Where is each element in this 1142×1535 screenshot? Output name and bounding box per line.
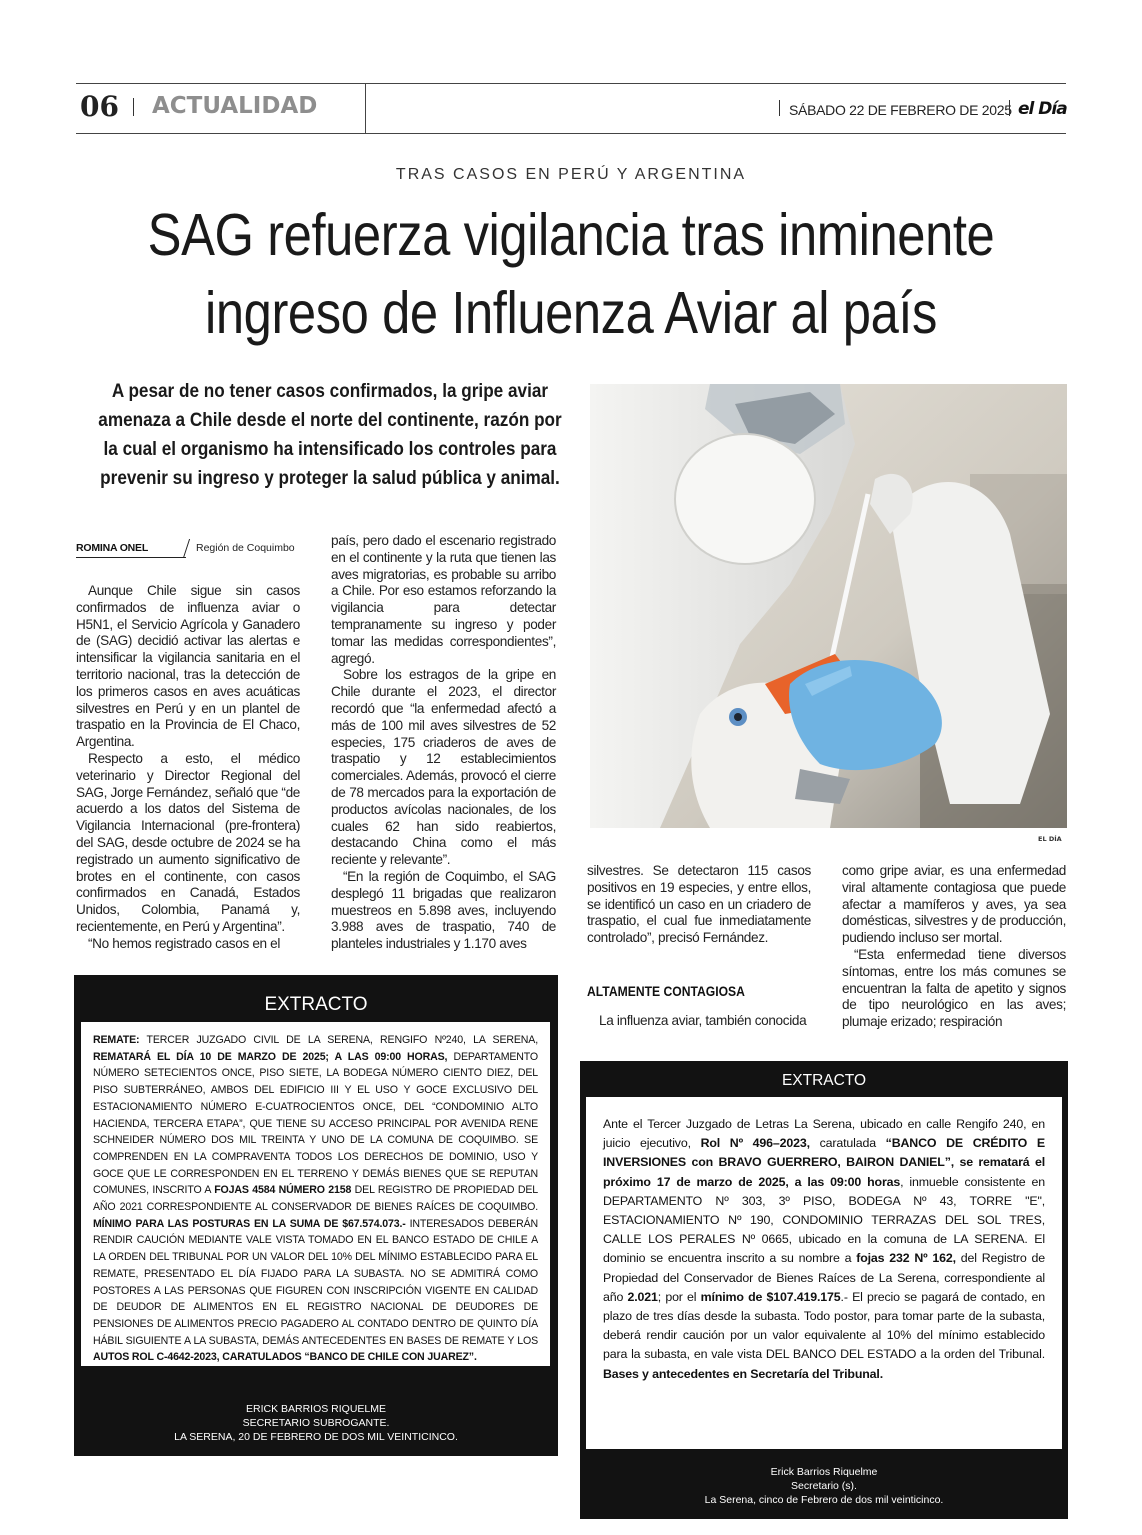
signature-line: Secretario (s). — [791, 1480, 857, 1492]
article-column-1 — [76, 583, 300, 953]
bold-run: REMATE: — [93, 1034, 140, 1046]
text-run: INTERESADOS DEBERÁN RENDIR CAUCIÓN MEDIANTE VALE VISTA TOMADO EN EL BANCO ESTADO DE CHILE A LA ORDEN DEL TRIBUNAL POR UN VALOR DEL 10% DEL MÍNIMO ESTABLECIDO PARA EL REMATE, PRESENTADO EL DÍA FIJADO PARA LA SUBASTA. NO SE ADMITIRÁ COMO POSTORES A LAS PERSONAS QUE FIGUREN CON INSCRIPCIÓN VIGENTE EN CALIDAD DE DEUDOR DE ALIMENTOS EN EL REGISTRO NACIONAL DE DEUDORES DE PENSIONES DE ALIMENTOS PRECIO PAGADERO AL CONTADO DENTRO DE QUINTO DÍA HÁBIL SIGUIENTE A LA SUBASTA, DEMÁS ANTECEDENTES EN BASES DE REMATE Y LOS — [93, 1217, 538, 1347]
bold-run: MÍNIMO PARA LAS POSTURAS EN LA SUMA DE $67.574.073.- — [93, 1217, 406, 1230]
article-headline — [132, 196, 1011, 352]
bird-swab-illustration — [590, 384, 1067, 828]
paragraph: La influenza aviar, también conocida — [599, 1013, 807, 1028]
bold-run: 2.021 — [627, 1289, 658, 1304]
text-run: DEPARTAMENTO NÚMERO SETECIENTOS ONCE, PISO SIETE, LA BODEGA NÚMERO CIENTO DIEZ, DEL PISO SUBTERRÁNEO, AMBOS DEL EDIFICIO III Y EL USO Y GOCE EXCLUSIVO DEL ESTACIONAMIENTO NÚMERO E-CUATROCIENTOS ONCE, DEL “CONDOMINIO ALTO HACIENDA, TERCERA ETAPA”, QUE TIENE SU ACCESO PRINCIPAL POR AVENIDA RENE SCHNEIDER NÚMERO DOS MIL TREINTA Y UNO DE LA COMUNA DE COQUIMBO. SE COMPRENDEN EN LA COMPRAVENTA TODOS LOS DERECHOS DE DOMINIO, USO Y GOCE QUE LE CORRESPONDEN EN EL TERRENO Y DEMÁS BIENES QUE SE REPUTAN COMUNES, INSCRITO A — [93, 1050, 539, 1197]
notice-title: EXTRACTO — [781, 1072, 867, 1089]
notice-signature — [580, 1465, 1068, 1507]
paragraph: “En la región de Coquimbo, el SAG desplegó 11 brigadas que realizaron muestreos en 5.898 aves, incluyendo 3.988 aves de traspatio, 740 de planteles industriales y 1.170 aves — [331, 868, 556, 952]
signature-line: Erick Barrios Riquelme — [770, 1466, 878, 1478]
article-column-4 — [842, 863, 1066, 1031]
article-kicker: TRAS CASOS EN PERÚ Y ARGENTINA — [395, 166, 747, 183]
notice-body — [81, 1022, 550, 1366]
signature-line: La Serena, cinco de Febrero de dos mil veinticinco. — [704, 1494, 944, 1506]
bold-run: FOJAS 4584 NÚMERO 2158 — [214, 1184, 352, 1197]
paragraph: país, pero dado el escenario registrado en el continente y la ruta que tienen las aves migratorias, es probable su arribo a Chile. Por eso estamos reforzando la vigilancia para detectar tempranamente su ingreso y poder tomar las medidas correspondientes”, agregó. — [331, 533, 556, 666]
issue-date: SÁBADO 22 DE FEBRERO DE 2025 — [789, 102, 1012, 118]
byline-place: Región de Coquimbo — [196, 542, 295, 554]
text-run: DEL REGISTRO DE PROPIEDAD DEL AÑO 2021 CORRESPONDIENTE AL CONSERVADOR DE BIENES RAÍCES DE COQUIMBO. — [93, 1184, 538, 1214]
bold-run: AUTOS ROL C-4642-2023, CARATULADOS “BANCO DE CHILE CON JUAREZ”. — [93, 1351, 477, 1364]
text-run: , inmueble consistente en DEPARTAMENTO Nº 303, 3º PISO, BODEGA Nº 43, TORRE "E", ESTACIONAMIENTO Nº 190, CONDOMINIO TERRAZAS DEL SOL TRES, CALLE LOS PERALES Nº 0665, ubicado en la comuna de LA SERENA. El dominio se encuentra inscrito a su nombre a — [603, 1174, 1046, 1266]
paragraph: “No hemos registrado casos en el — [88, 935, 281, 951]
bold-run: REMATARÁ EL DÍA 10 DE MARZO DE 2025; A LAS 09:00 HORAS, — [93, 1050, 448, 1063]
headline-line: ingreso de Influenza Aviar al país — [205, 280, 937, 346]
bold-run: Rol Nº 496–2023, — [700, 1136, 810, 1151]
notice-body — [586, 1097, 1062, 1449]
header-tick — [133, 98, 134, 116]
photo-credit: EL DÍA — [1038, 835, 1062, 843]
article-column-3 — [587, 863, 811, 947]
byline-rule — [76, 557, 186, 558]
header-tick — [779, 100, 780, 116]
signature-line: LA SERENA, 20 DE FEBRERO DE DOS MIL VEINTICINCO. — [174, 1431, 458, 1443]
header-bottom-rule — [76, 133, 1066, 134]
newspaper-logo: el Día — [1018, 99, 1067, 119]
legal-notice-1 — [74, 975, 558, 1456]
text-run: caratulada — [809, 1136, 886, 1151]
paragraph: Sobre los estragos de la gripe en Chile durante el 2023, el director recordó que “la enfermedad afectó a más de 100 mil aves silvestres de 52 especies, 175 criaderos de aves de traspatio y 12 establecimientos comerciales. Además, provocó el cierre de 78 mercados para la exportación de productos avícolas nacionales, de los cuales 62 han sido reabiertos, destacando China como el más reciente y relevante”. — [331, 667, 556, 868]
article-photo — [590, 384, 1067, 828]
article-column-3b — [587, 1013, 811, 1030]
page-number: 06 — [80, 90, 119, 123]
header-top-rule — [76, 83, 1066, 84]
header-divider — [365, 83, 366, 133]
bold-run: fojas 232 Nº 162, — [856, 1251, 956, 1266]
byline-slash — [183, 539, 190, 558]
text-run: TERCER JUZGADO CIVIL DE LA SERENA, RENGIFO Nº240, LA SERENA, — [139, 1034, 538, 1046]
section-name: ACTUALIDAD — [152, 93, 318, 119]
signature-line: SECRETARIO SUBROGANTE. — [242, 1417, 390, 1429]
text-run: ; por el — [657, 1289, 701, 1304]
bold-run: Bases y antecedentes en Secretaría del Tribunal. — [603, 1366, 883, 1381]
article-lead: A pesar de no tener casos confirmados, la gripe aviar amenaza a Chile desde el norte del continente, razón por la cual el organismo ha intensificado los controles para prevenir su ingreso y proteger la salud pública y animal. — [98, 380, 562, 489]
article-column-2 — [331, 533, 556, 953]
text-run: Ante el Tercer Juzgado de Letras La Serena, ubicado en calle Rengifo 240, en juicio ejecutivo, — [603, 1117, 1045, 1151]
bold-run: mínimo de $107.419.175 — [700, 1289, 841, 1304]
text-run: del Registro de Propiedad del Conservador de Bienes Raíces de La Serena, correspondiente al año — [603, 1251, 1045, 1304]
article-subhead: ALTAMENTE CONTAGIOSA — [587, 984, 745, 999]
paragraph: Respecto a esto, el médico veterinario y Director Regional del SAG, Jorge Fernández, señaló que “de acuerdo a los datos del Sistema de Vigilancia Internacional (pre-frontera) del SAG, desde octubre de 2024 se ha registrado un aumento significativo de brotes en el continente, con casos confirmados en Canadá, Estados Unidos, Colombia, Panamá y, recientemente, en Perú y Argentina”. — [76, 750, 300, 934]
signature-line: ERICK BARRIOS RIQUELME — [245, 1403, 387, 1415]
paragraph: silvestres. Se detectaron 115 casos positivos en 19 especies, y entre ellos, se identificó un caso en un criadero de traspatio, el cual fue inmediatamente controlado”, precisó Fernández. — [587, 863, 811, 946]
notice-title: EXTRACTO — [264, 994, 368, 1015]
legal-notice-2 — [580, 1061, 1068, 1519]
paragraph: Aunque Chile sigue sin casos confirmados de influenza aviar o H5N1, el Servicio Agrícola y Ganadero de (SAG) decidió activar las alertas e intensificar la vigilancia sanitaria en el territorio nacional, tras la detección de los primeros casos en aves acuáticas silvestres en Perú y en un plantel de traspatio en la Provincia de El Chaco, Argentina. — [76, 583, 300, 750]
paragraph: “Esta enfermedad tiene diversos síntomas, entre los más comunes se encuentran la falta de apetito y signos de tipo neurológico en las aves; plumaje erizado; respiración — [842, 946, 1066, 1030]
header-tick — [1009, 100, 1010, 116]
bold-run: “BANCO DE CRÉDITO E INVERSIONES con BRAVO GUERRERO, BAIRON DANIEL”, se rematará el próximo 17 de marzo de 2025, a las 09:00 horas — [603, 1136, 1045, 1189]
notice-signature — [74, 1402, 558, 1444]
headline-line: SAG refuerza vigilancia tras inminente — [147, 202, 995, 268]
author-name: ROMINA ONEL — [76, 542, 149, 554]
text-run: .- El precio se pagará de contado, en plazo de tres días desde la subasta. Todo postor, para tomar parte de la subasta, deberá rendir caución por un valor equivalente al 10% del mínimo establecido para la subasta, en vale vista DEL BANCO DEL ESTADO a la orden del Tribunal. — [603, 1289, 1045, 1362]
paragraph: como gripe aviar, es una enfermedad viral altamente contagiosa que puede afectar a mamíferos y aves, ya sea domésticas, silvestres y de producción, pudiendo incluso ser mortal. — [842, 863, 1066, 946]
